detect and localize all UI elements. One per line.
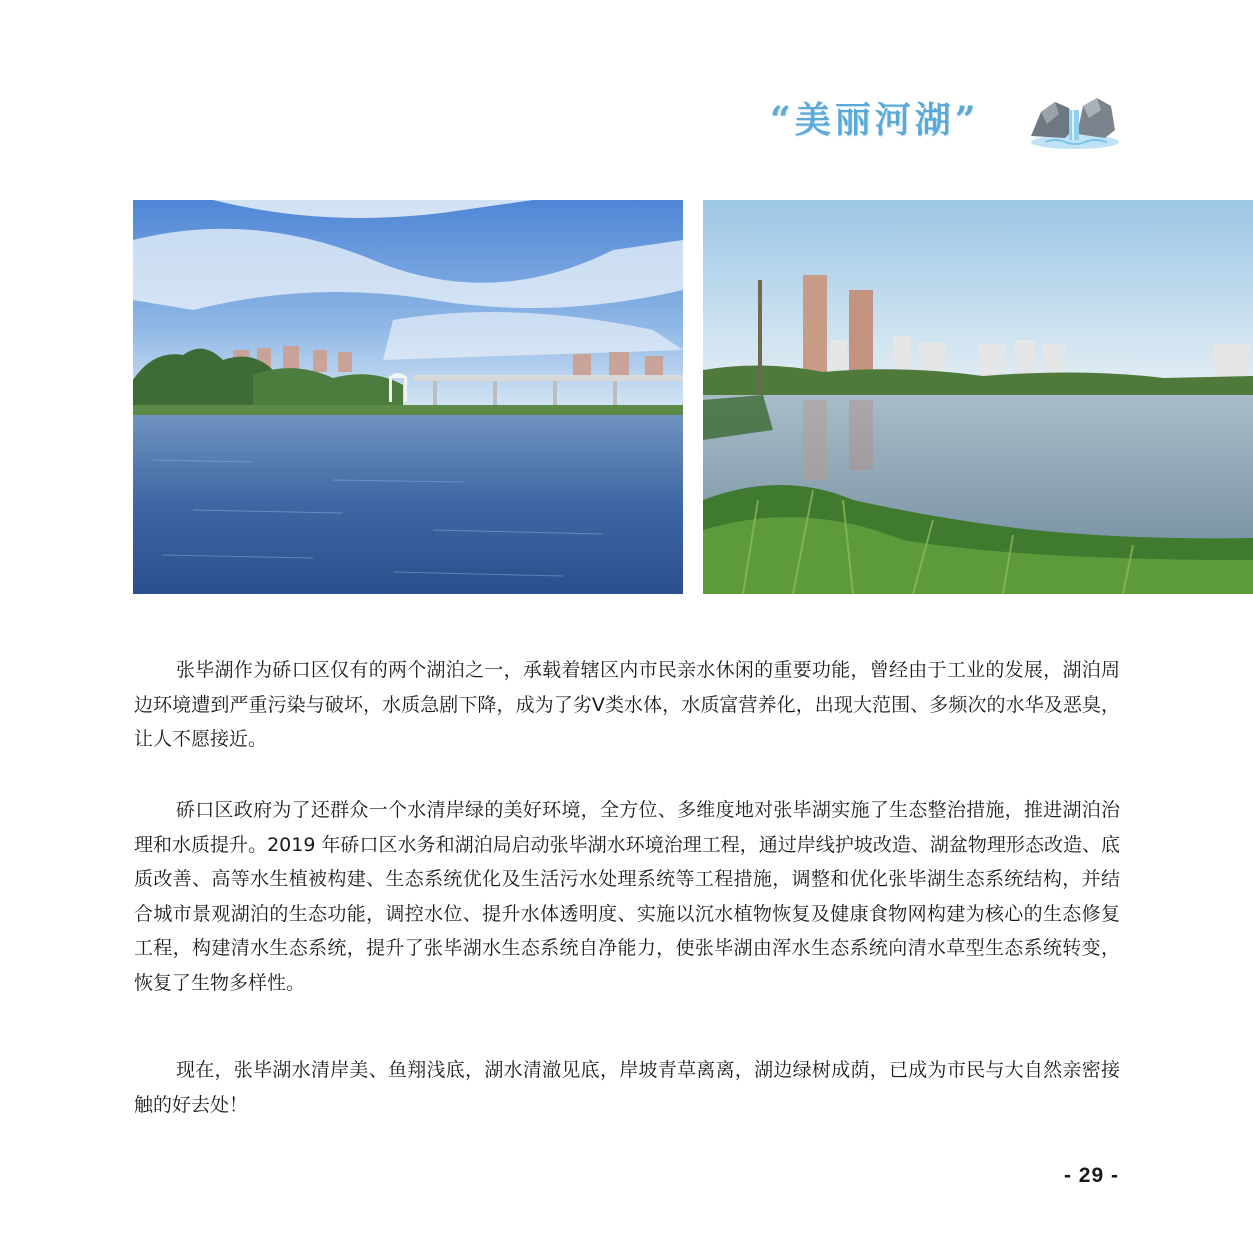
paragraph-1: 张毕湖作为硚口区仅有的两个湖泊之一，承载着辖区内市民亲水休闲的重要功能，曾经由于工业的发展，湖泊周边环境遭到严重污染与破坏，水质急剧下降，成为了劣Ⅴ类水体，水质富营养化，出现大范围、多频次的水华及恶臭，让人不愿接近。 xyxy=(134,659,1120,750)
section-title: “美丽河湖” xyxy=(770,99,980,141)
lake-pavilion-bridge-photo xyxy=(133,200,683,594)
paragraph-2: 硚口区政府为了还群众一个水清岸绿的美好环境，全方位、多维度地对张毕湖实施了生态整治措施，推进湖泊治理和水质提升。2019 年硚口区水务和湖泊局启动张毕湖水环境治理工程，通过岸线护坡改造、湖盆物理形态改造、底质改善、高等水生植被构建、生态系统优化及生活污水处理系统等工程措施，调整和优化张毕湖生态系统结构，并结合城市景观湖泊的生态功能，调控水位、提升水体透明度、实施以沉水植物恢复及健康食物网构建为核心的生态修复工程，构建清水生态系统，提升了张毕湖水生态系统自净能力，使张毕湖由浑水生态系统向清水草型生态系统转变，恢复了生物多样性。 xyxy=(134,799,1120,994)
page-number: - 29 - xyxy=(1063,1164,1119,1187)
lake-high-rises-grass-photo xyxy=(703,200,1253,594)
rock-waterfall-icon xyxy=(1025,90,1120,150)
paragraph-3: 现在，张毕湖水清岸美、鱼翔浅底，湖水清澈见底，岸坡青草离离，湖边绿树成荫，已成为市民与大自然亲密接触的好去处！ xyxy=(134,1059,1120,1116)
